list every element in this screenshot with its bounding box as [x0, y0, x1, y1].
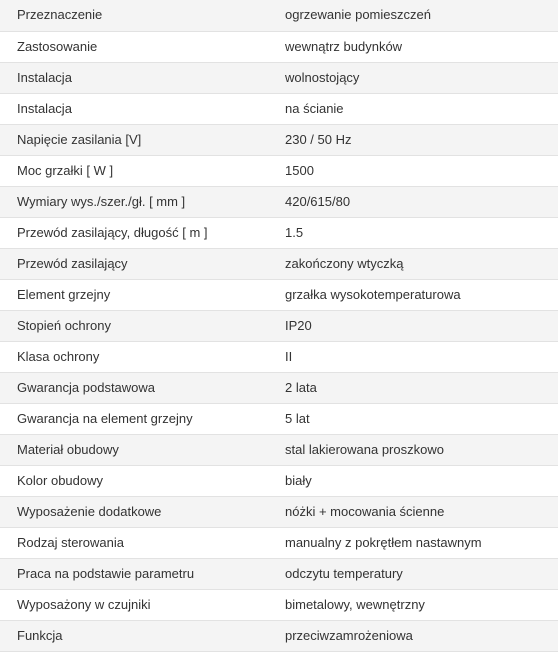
- spec-row: [0, 124, 558, 155]
- spec-value: 230 / 50 Hz: [285, 124, 558, 155]
- spec-row: [0, 434, 558, 465]
- spec-row: [0, 93, 558, 124]
- spec-row: [0, 155, 558, 186]
- spec-row: [0, 0, 558, 31]
- spec-value: biały: [285, 465, 558, 496]
- spec-row: [0, 62, 558, 93]
- spec-row: [0, 31, 558, 62]
- spec-label: Gwarancja na element grzejny: [0, 403, 285, 434]
- spec-value: na ścianie: [285, 93, 558, 124]
- spec-label: Napięcie zasilania [V]: [0, 124, 285, 155]
- spec-label: Moc grzałki [ W ]: [0, 155, 285, 186]
- spec-row: [0, 372, 558, 403]
- spec-row: [0, 279, 558, 310]
- spec-label: Przewód zasilający: [0, 248, 285, 279]
- spec-value: 1.5: [285, 217, 558, 248]
- spec-label: Instalacja: [0, 93, 285, 124]
- spec-value: grzałka wysokotemperaturowa: [285, 279, 558, 310]
- spec-label: Zastosowanie: [0, 31, 285, 62]
- spec-row: [0, 403, 558, 434]
- spec-row: [0, 496, 558, 527]
- spec-row: [0, 341, 558, 372]
- spec-label: Gwarancja podstawowa: [0, 372, 285, 403]
- spec-value: przeciwzamrożeniowa: [285, 620, 558, 651]
- spec-value: II: [285, 341, 558, 372]
- spec-label: Funkcja: [0, 620, 285, 651]
- spec-value: bimetalowy, wewnętrzny: [285, 589, 558, 620]
- spec-label: Wymiary wys./szer./gł. [ mm ]: [0, 186, 285, 217]
- spec-row: [0, 248, 558, 279]
- spec-label: Element grzejny: [0, 279, 285, 310]
- spec-label: Przeznaczenie: [0, 0, 285, 31]
- spec-value: stal lakierowana proszkowo: [285, 434, 558, 465]
- spec-value: odczytu temperatury: [285, 558, 558, 589]
- spec-label: Przewód zasilający, długość [ m ]: [0, 217, 285, 248]
- spec-value: manualny z pokrętłem nastawnym: [285, 527, 558, 558]
- spec-value: 5 lat: [285, 403, 558, 434]
- spec-value: nóżki + mocowania ścienne: [285, 496, 558, 527]
- spec-label: Instalacja: [0, 62, 285, 93]
- spec-value: wewnątrz budynków: [285, 31, 558, 62]
- spec-value: 420/615/80: [285, 186, 558, 217]
- spec-row: [0, 527, 558, 558]
- spec-row: [0, 186, 558, 217]
- spec-row: [0, 465, 558, 496]
- spec-label: Kolor obudowy: [0, 465, 285, 496]
- spec-label: Stopień ochrony: [0, 310, 285, 341]
- spec-label: Materiał obudowy: [0, 434, 285, 465]
- spec-value: IP20: [285, 310, 558, 341]
- spec-value: zakończony wtyczką: [285, 248, 558, 279]
- spec-value: 2 lata: [285, 372, 558, 403]
- spec-row: [0, 310, 558, 341]
- spec-label: Praca na podstawie parametru: [0, 558, 285, 589]
- spec-value: ogrzewanie pomieszczeń: [285, 0, 558, 31]
- spec-row: [0, 620, 558, 651]
- spec-row: [0, 558, 558, 589]
- spec-row: [0, 589, 558, 620]
- spec-row: [0, 217, 558, 248]
- spec-value: 1500: [285, 155, 558, 186]
- spec-value: wolnostojący: [285, 62, 558, 93]
- spec-label: Wyposażenie dodatkowe: [0, 496, 285, 527]
- spec-label: Wyposażony w czujniki: [0, 589, 285, 620]
- spec-label: Klasa ochrony: [0, 341, 285, 372]
- spec-label: Rodzaj sterowania: [0, 527, 285, 558]
